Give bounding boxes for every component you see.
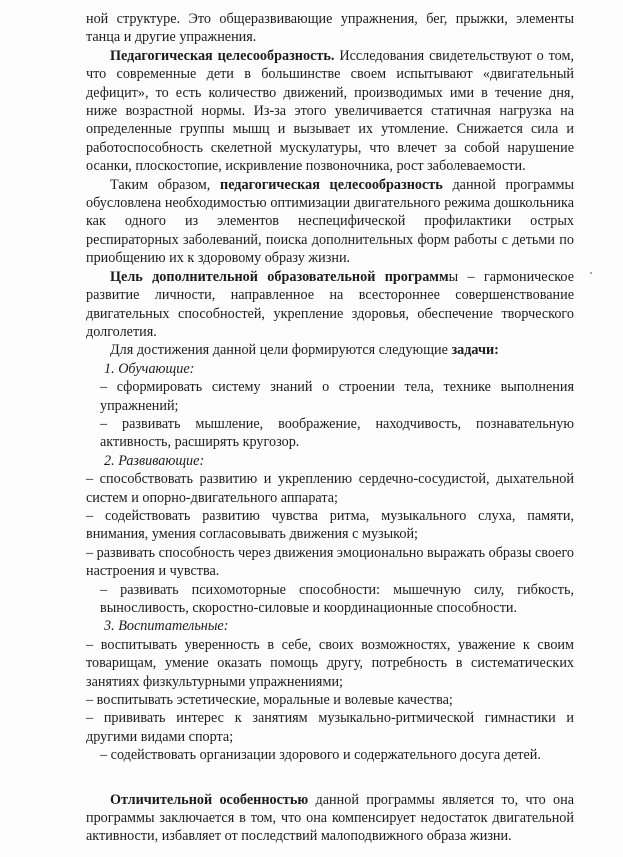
conclusion-text: данной программы обусловлена необходимостью оптимизации двигательного режима дошкольника как одного из элементов неспецифической профилактики острых респираторных заболеваний, поиска дополнительных форм работы с детьми по приобщению их к здоровому образу жизни. [86, 176, 574, 267]
heading-distinctive: Отличительной особенностью [110, 791, 309, 808]
paragraph-expediency [86, 47, 574, 176]
list-item: – развивать психомоторные способности: мышечную силу, гибкость, выносливость, скоростно-силовые и координационные способности. [100, 581, 574, 616]
list-item: – содействовать организации здорового и содержательного досуга детей. [100, 747, 541, 764]
paragraph-conclusion [86, 176, 574, 268]
list-item: – сформировать систему знаний о строении тела, технике выполнения упражнений; [100, 379, 574, 414]
paragraph-goal [86, 268, 574, 342]
tasks-text: Для достижения данной цели формируются следующие [110, 342, 452, 359]
paragraph-gap [86, 765, 574, 791]
heading-goal: Цель дополнительной образовательной программ [110, 268, 449, 285]
list-item: – прививать интерес к занятиям музыкально-ритмической гимнастики и другими видами спорта; [86, 710, 574, 745]
distinctive-text: данной программы является то, что она программы заключается в том, что она компенсирует недостаток двигательной активности, избавляет от последствий малоподвижного образа жизни. [86, 791, 574, 845]
goal-text: – гармоническое развитие личности, направленное на всестороннее совершенствование двигательных способностей, укрепление здоровья, обеспечение творческого долголетия. [86, 268, 574, 340]
section-title-developing: 2. Развивающие: [104, 452, 205, 469]
conclusion-pre: Таким образом, [110, 176, 221, 193]
paragraph-tasks [86, 341, 574, 359]
list-item: – развивать мышление, воображение, находчивость, познавательную активность, расширять кругозор. [100, 415, 574, 451]
section-title-educational: 3. Воспитательные: [104, 618, 229, 635]
list-item: – воспитывать эстетические, моральные и волевые качества; [86, 692, 453, 709]
heading-expediency: Педагогическая целесообразность. [110, 47, 335, 64]
section-title-teaching: 1. Обучающие: [104, 360, 195, 377]
document-body [86, 10, 574, 846]
paragraph-distinctive [86, 791, 574, 846]
list-item: – способствовать развитию и укреплению сердечно-сосудистой, дыхательной систем и опорно-двигательного аппарата; [86, 471, 574, 506]
list-item: – содействовать развитию чувства ритма, музыкального слуха, памяти, внимания, умения согласовывать движения с музыкой; [86, 507, 574, 543]
tasks-bold: задачи: [451, 342, 499, 359]
list-item: – развивать способность через движения эмоционально выражать образы своего настроения и чувства. [86, 544, 575, 580]
conclusion-bold: педагогическая целесообразность [220, 176, 443, 193]
heading-goal-end: ы [448, 268, 459, 285]
expediency-text: Исследования свидетельствуют о том, что современные дети в большинстве своем испытывают «двигательный дефицит», то есть количество движений, производимых ими в течение дня, ниже возрастной нормы. Из-за этого увеличивается статичная нагрузка на определенные группы мышц и вызывает их утомление. Снижается сила и работоспособность скелетной мускулатуры, что влечет за собой нарушение осанки, плоскостопие, искривление позвоночника, рост заболеваемости. [86, 47, 575, 175]
paragraph-intro: ной структуре. Это общеразвивающие упражнения, бег, прыжки, элементы танца и другие упражнения. [86, 11, 574, 46]
list-item: – воспитывать уверенность в себе, своих возможностях, уважение к своим товарищам, умение оказать помощь другу, потребность в систематических занятиях физкультурными упражнениями; [86, 636, 574, 690]
scan-speck [590, 272, 592, 274]
